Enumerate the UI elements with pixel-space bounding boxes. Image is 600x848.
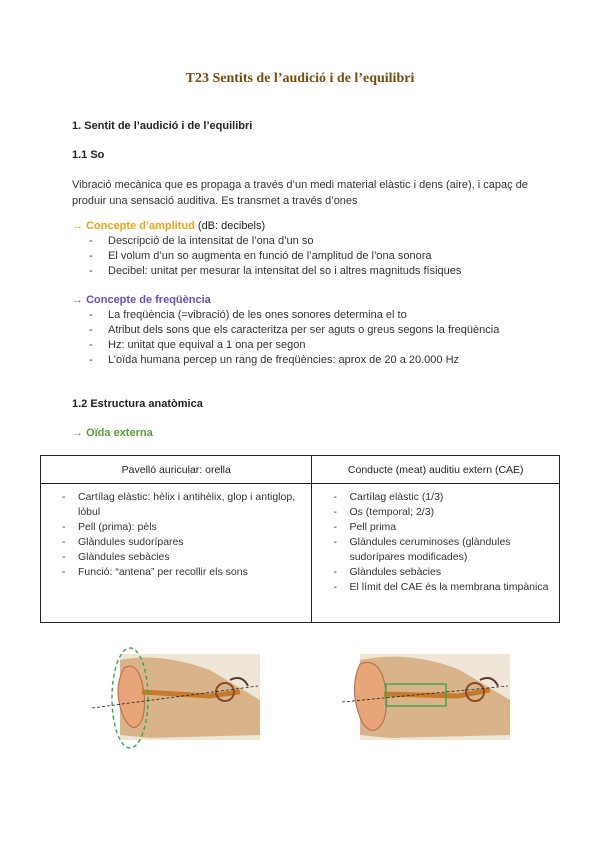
section-1-1-heading: 1.1 So bbox=[72, 149, 105, 161]
list-item: - Pell (prima): pèls bbox=[42, 520, 310, 535]
list-item: - Decibel: unitat per mesurar la intensitat del so i altres magnituds físiques bbox=[72, 264, 461, 279]
list-item: - Descripció de la intensitat de l’ona d’un so bbox=[72, 234, 461, 249]
table-header-pavello: Pavelló auricular: orella bbox=[41, 456, 312, 484]
list-item: - Cartílag elàstic (1/3) bbox=[313, 490, 558, 505]
list-item: - Glàndules ceruminoses (glàndules sudorípares modificades) bbox=[313, 535, 558, 565]
list-item: - Os (temporal; 2/3) bbox=[313, 505, 558, 520]
table-header-cae: Conducte (meat) auditiu extern (CAE) bbox=[312, 456, 560, 484]
oida-externa-label: Oïda externa bbox=[86, 427, 153, 439]
list-item: - Pell prima bbox=[313, 520, 558, 535]
section-1-2-heading: 1.2 Estructura anatòmica bbox=[72, 398, 203, 410]
ear-anatomy-pinna-figure bbox=[90, 640, 270, 752]
list-item: - Glàndules sudorípares bbox=[42, 535, 310, 550]
arrow-icon: → bbox=[72, 427, 83, 439]
arrow-icon: → bbox=[72, 220, 83, 232]
table-cell-cae bbox=[312, 484, 560, 623]
frequencia-list bbox=[72, 308, 499, 368]
list-item: - Glàndules sebàcies bbox=[42, 550, 310, 565]
pinna-shape bbox=[354, 662, 386, 730]
list-item: - El volum d’un so augmenta en funció de l’amplitud de l’ona sonora bbox=[72, 249, 461, 264]
table-cell-pavello bbox=[41, 484, 312, 623]
section-1-heading: 1. Sentit de l’audició i de l’equilibri bbox=[72, 120, 253, 132]
amplitud-section bbox=[72, 219, 461, 279]
list-item: - Atribut dels sons que els caracteritza per ser aguts o greus segons la freqüència bbox=[72, 323, 499, 338]
list-item: - Glàndules sebàcies bbox=[313, 565, 558, 580]
list-item: - La freqüència (=vibració) de les ones sonores determina el to bbox=[72, 308, 499, 323]
list-item: - El límit del CAE és la membrana timpànica bbox=[313, 580, 558, 595]
list-item: - Hz: unitat que equival a 1 ona per segon bbox=[72, 338, 499, 353]
so-definition-paragraph: Vibració mecànica que es propaga a través d’un medi material elàstic i dens (aire), i capaç de produir una sensació auditiva. Es transmet a través d’ones bbox=[72, 179, 528, 207]
page-title: T23 Sentits de l’audició i de l’equilibri bbox=[185, 71, 415, 86]
amplitud-heading bbox=[72, 219, 461, 234]
frequencia-heading bbox=[72, 293, 499, 308]
frequencia-section bbox=[72, 293, 499, 368]
list-item: - L’oïda humana percep un rang de freqüències: aprox de 20 a 20.000 Hz bbox=[72, 353, 499, 368]
oida-externa-table bbox=[40, 455, 560, 623]
list-item: - Funció: “antena” per recollir els sons bbox=[42, 565, 310, 580]
ear-anatomy-canal-figure bbox=[340, 640, 520, 752]
list-item: - Cartílag elàstic: hèlix i antihèlix, glop i antiglop, lòbul bbox=[42, 490, 310, 520]
amplitud-label: Concepte d’amplitud bbox=[86, 220, 195, 232]
frequencia-label: Concepte de freqüència bbox=[86, 294, 211, 306]
amplitud-unit: (dB: decibels) bbox=[197, 220, 266, 232]
oida-externa-heading bbox=[72, 427, 153, 439]
amplitud-list bbox=[72, 234, 461, 279]
arrow-icon: → bbox=[72, 294, 83, 306]
